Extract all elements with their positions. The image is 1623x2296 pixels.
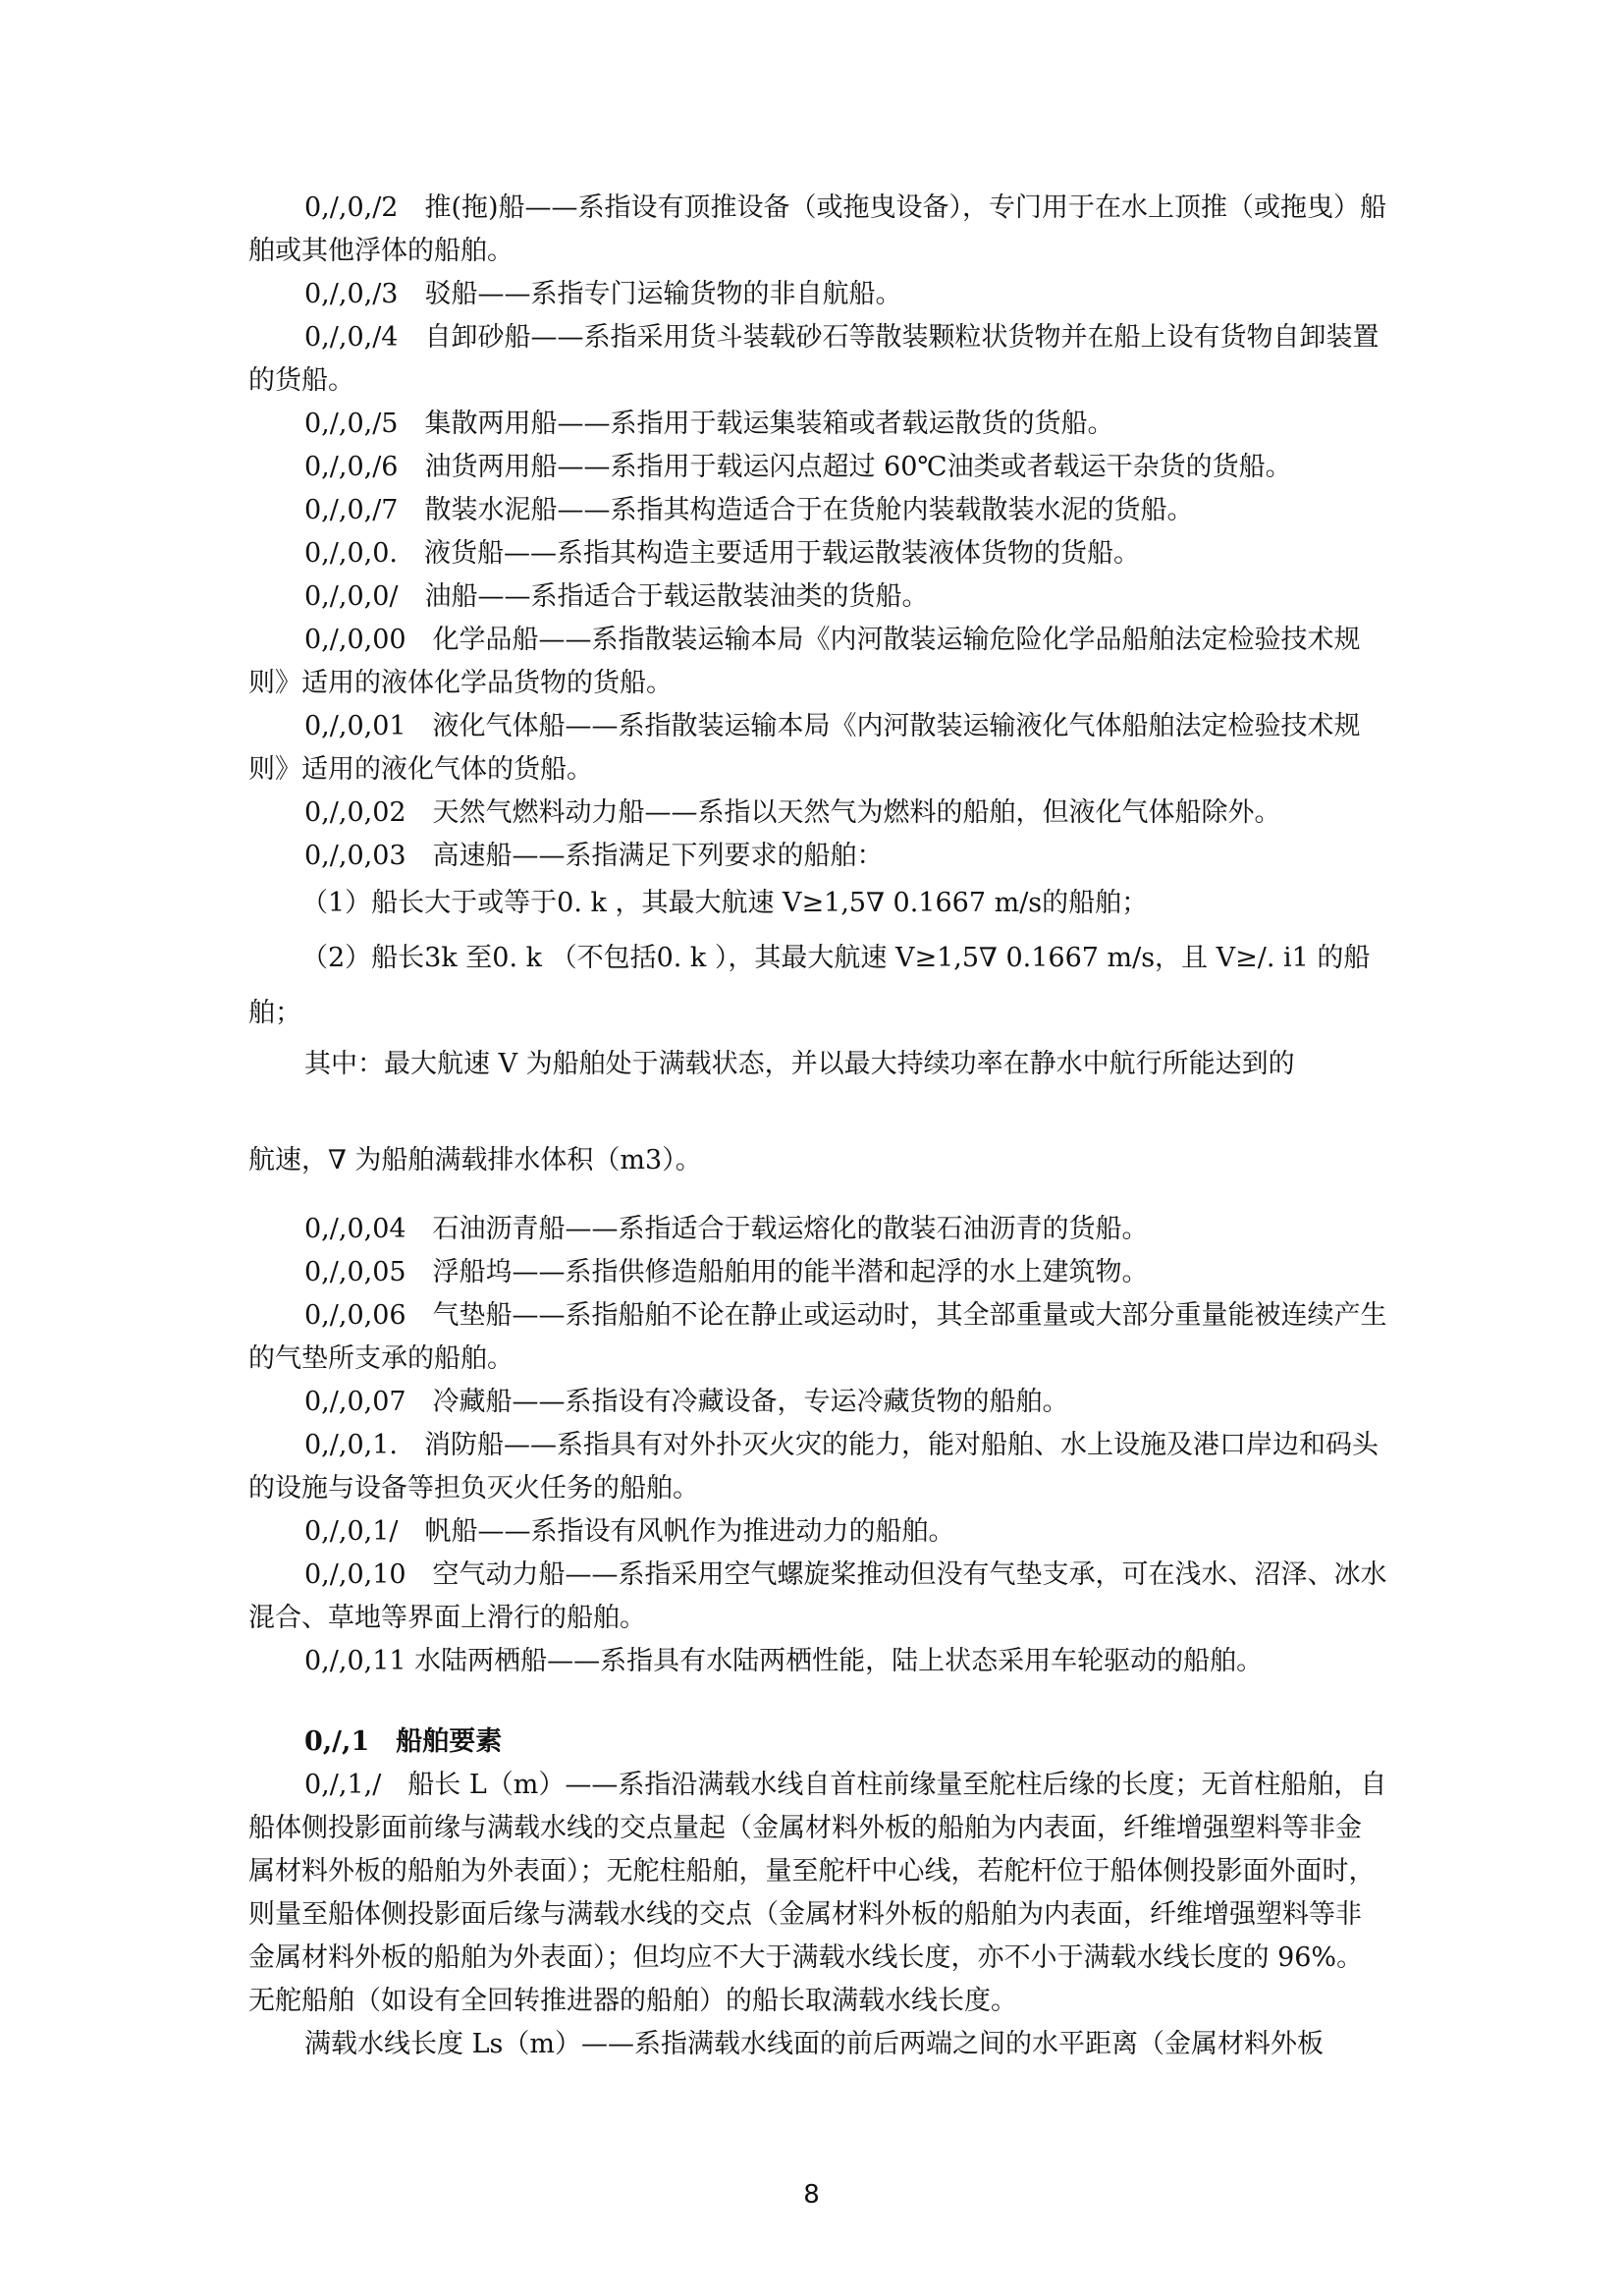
definition-oil-cargo-ship: 0,/,0,/6 油货两用船——系指用于载运闪点超过 60℃油类或者载运干杂货的货船。 [304, 452, 1292, 482]
definition-oil-tanker: 0,/,0,0/ 油船——系指适合于载运散装油类的货船。 [304, 581, 929, 612]
note-max-speed: 其中：最大航速 V 为船舶处于满载状态，并以最大持续功率在静水中航行所能达到的 [304, 1049, 1295, 1079]
high-speed-condition-2: （2）船长3k 至0. k （不包括0. k ），其最大航速 V≥1,5∇ 0.1667 m/s，且 V≥/. i1 的船舶； [248, 943, 1371, 1028]
definition-chemical-tanker: 0,/,0,00 化学品船——系指散装运输本局《内河散装运输危险化学品船舶法定检验技术规则》适用的液体化学品货物的货船。 [248, 625, 1361, 698]
definition-self-unloading-sand-ship: 0,/,0,/4 自卸砂船——系指采用货斗装载砂石等散装颗粒状货物并在船上设有货物自卸装置的货船。 [248, 322, 1380, 396]
definition-push-boat: 0,/,0,/2 推(拖)船——系指设有顶推设备（或拖曳设备），专门用于在水上顶推（或拖曳）船舶或其他浮体的船舶。 [248, 192, 1387, 266]
page-number: 8 [803, 2180, 820, 2210]
note-displacement: 航速，∇ 为船舶满载排水体积（m3）。 [248, 1145, 702, 1175]
definition-floating-dock: 0,/,0,05 浮船坞——系指供修造船舶用的能半潜和起浮的水上建筑物。 [304, 1257, 1149, 1287]
definition-amphibious-vehicle: 0,/,0,11 水陆两栖船——系指具有水陆两栖性能，陆上状态采用车轮驱动的船舶。 [304, 1646, 1264, 1676]
definition-fire-fighting-ship: 0,/,0,1. 消防船——系指具有对外扑灭火灾的能力，能对船舶、水上设施及港口岸边和码头的设施与设备等担负灭火任务的船舶。 [248, 1430, 1379, 1503]
definition-air-propelled-craft: 0,/,0,10 空气动力船——系指采用空气螺旋桨推动但没有气垫支承，可在浅水、沼泽、冰水混合、草地等界面上滑行的船舶。 [248, 1559, 1387, 1633]
section-heading-ship-particulars: 0,/,1 船舶要素 [304, 1726, 503, 1757]
definition-lng-fuelled-ship: 0,/,0,02 天然气燃料动力船——系指以天然气为燃料的船舶，但液化气体船除外。 [304, 797, 1281, 828]
definition-liquid-cargo-ship: 0,/,0,0. 液货船——系指其构造主要适用于载运散装液体货物的货船。 [304, 538, 1140, 569]
definition-waterline-length: 满载水线长度 Ls（m）——系指满载水线面的前后两端之间的水平距离（金属材料外板 [304, 2029, 1324, 2059]
definition-high-speed-craft: 0,/,0,03 高速船——系指满足下列要求的船舶： [304, 841, 884, 871]
definition-barge: 0,/,0,/3 驳船——系指专门运输货物的非自航船。 [304, 279, 902, 309]
definition-hovercraft: 0,/,0,06 气垫船——系指船舶不论在静止或运动时，其全部重量或大部分重量能被连续产生的气垫所支承的船舶。 [248, 1300, 1387, 1374]
definition-gas-carrier: 0,/,0,01 液化气体船——系指散装运输本局《内河散装运输液化气体船舶法定检验技术规则》适用的液化气体的货船。 [248, 711, 1361, 785]
definition-bulk-cement-ship: 0,/,0,/7 散装水泥船——系指其构造适合于在货舱内装载散装水泥的货船。 [304, 495, 1194, 525]
definition-refrigerated-ship: 0,/,0,07 冷藏船——系指设有冷藏设备，专运冷藏货物的船舶。 [304, 1387, 1069, 1417]
definition-asphalt-carrier: 0,/,0,04 石油沥青船——系指适合于载运熔化的散装石油沥青的货船。 [304, 1214, 1149, 1244]
definition-ship-length: 0,/,1,/ 船长 L（m）——系指沿满载水线自首柱前缘量至舵柱后缘的长度；无首柱船舶，自船体侧投影面前缘与满载水线的交点量起（金属材料外板的船舶为内表面，纤维增强塑料等非金属材料外板的船舶为外表面）；无舵柱船舶，量至舵杆中心线，若舵杆位于船体侧投影面外面时，则量至船体侧投影面后缘与满载水线的交点（金属材料外板的船舶为内表面，纤维增强塑料等非金属材料外板的船舶为外表面）；但均应不大于满载水线长度，亦不小于满载水线长度的 96%。无舵船舶（如设有全回转推进器的船舶）的船长取满载水线长度。 [248, 1770, 1387, 2016]
high-speed-condition-1: （1）船长大于或等于0. k ，其最大航速 V≥1,5∇ 0.1667 m/s的船舶； [301, 888, 1149, 918]
definition-container-bulk-ship: 0,/,0,/5 集散两用船——系指用于载运集装箱或者载运散货的货船。 [304, 409, 1114, 439]
definition-sailing-ship: 0,/,0,1/ 帆船——系指设有风帆作为推进动力的船舶。 [304, 1516, 955, 1547]
